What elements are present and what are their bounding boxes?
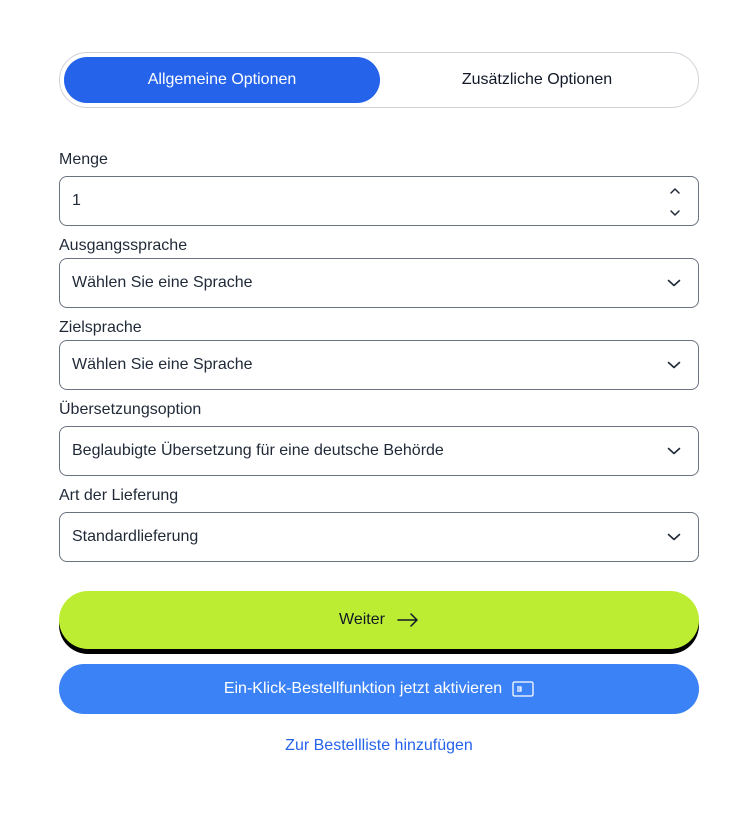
chevron-down-icon[interactable] <box>669 209 681 217</box>
source-language-select[interactable] <box>59 258 699 308</box>
chevron-down-icon <box>667 361 681 369</box>
card-icon <box>512 681 534 697</box>
add-to-order-list-link[interactable]: Zur Bestellliste hinzufügen <box>285 737 473 754</box>
one-click-button-label: Ein-Klick-Bestellfunktion jetzt aktivieren <box>223 680 503 697</box>
translation-option-select[interactable] <box>59 426 699 476</box>
source-language-value: Wählen Sie eine Sprache <box>72 274 253 291</box>
target-language-label: Zielsprache <box>59 319 142 336</box>
tab-additional-options[interactable]: Zusätzliche Optionen <box>461 71 613 88</box>
quantity-label: Menge <box>59 151 108 168</box>
one-click-order-button[interactable] <box>59 664 699 714</box>
chevron-down-icon <box>667 447 681 455</box>
next-button-label: Weiter <box>339 611 385 628</box>
translation-option-value: Beglaubigte Übersetzung für eine deutsche Behörde <box>72 442 444 459</box>
arrow-right-icon <box>397 613 419 627</box>
chevron-down-icon <box>667 279 681 287</box>
source-language-label: Ausgangssprache <box>59 237 188 254</box>
delivery-select[interactable] <box>59 512 699 562</box>
delivery-value: Standardlieferung <box>72 528 199 545</box>
target-language-select[interactable] <box>59 340 699 390</box>
translation-option-label: Übersetzungsoption <box>59 401 202 418</box>
next-button[interactable] <box>59 591 699 649</box>
target-language-value: Wählen Sie eine Sprache <box>72 356 253 373</box>
tab-general-options[interactable]: Allgemeine Optionen <box>64 57 380 103</box>
quantity-value[interactable]: 1 <box>72 192 81 209</box>
chevron-down-icon <box>667 533 681 541</box>
stepper-controls[interactable] <box>669 183 681 221</box>
quantity-stepper[interactable] <box>59 176 699 226</box>
delivery-label: Art der Lieferung <box>59 487 179 504</box>
options-tabs <box>59 52 699 108</box>
chevron-up-icon[interactable] <box>669 187 681 195</box>
